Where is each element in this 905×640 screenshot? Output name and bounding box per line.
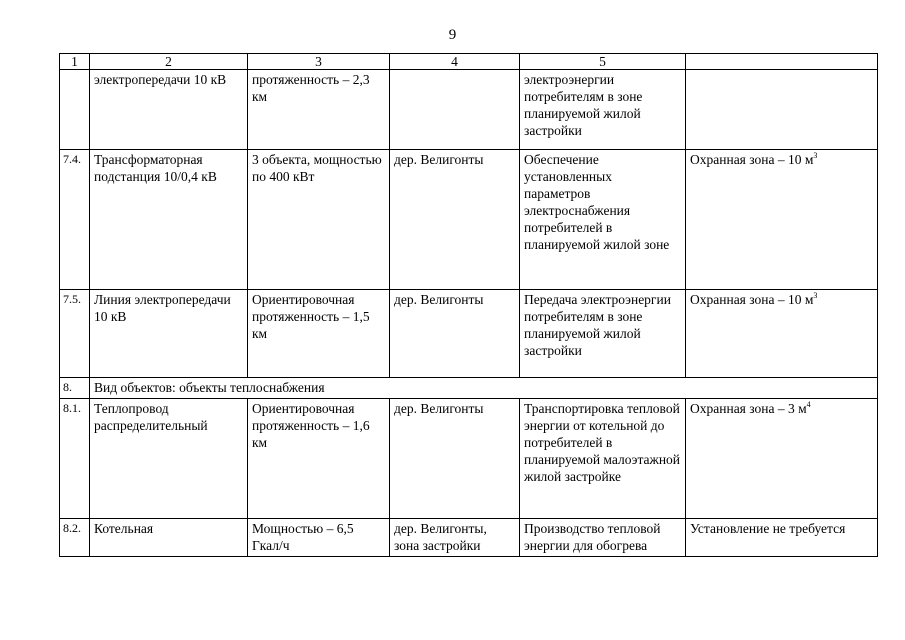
row-number: 7.4. [60,150,90,290]
object-purpose: Транспортировка тепловой энергии от котельной до потребителей в планируемой малоэтажной жилой застройке [520,399,686,519]
zone-superscript: 3 [813,291,818,300]
section-title: Вид объектов: объекты теплоснабжения [90,378,878,399]
object-purpose: Производство тепловой энергии для обогрева [520,519,686,557]
object-parameters: Ориентировочная протяженность – 1,5 км [248,290,390,378]
zone-superscript: 4 [806,400,811,409]
header-cell [686,54,878,70]
protection-zone [686,290,878,378]
object-purpose: Обеспечение установленных параметров электроснабжения потребителей в планируемой жилой зоне [520,150,686,290]
object-purpose: электроэнергии потребителям в зоне планируемой жилой застройки [520,70,686,150]
row-number: 7.5. [60,290,90,378]
protection-zone [686,399,878,519]
object-name: электропередачи 10 кВ [90,70,248,150]
header-cell: 3 [248,54,390,70]
row-number [60,70,90,150]
protection-zone [686,519,878,557]
object-parameters: 3 объекта, мощностью по 400 кВт [248,150,390,290]
row-number: 8.1. [60,399,90,519]
object-name: Котельная [90,519,248,557]
table-row [60,519,878,557]
page-number: 9 [448,27,457,43]
zone-text: Охранная зона – 10 м [690,152,814,167]
header-cell: 1 [60,54,90,70]
object-name: Трансформаторная подстанция 10/0,4 кВ [90,150,248,290]
section-number: 8. [60,378,90,399]
object-name: Теплопровод распределительный [90,399,248,519]
section-row [60,378,878,399]
protection-zone [686,70,878,150]
header-cell: 5 [520,54,686,70]
object-location: дер. Велигонты [390,290,520,378]
table-header-row [60,54,878,70]
table-row [60,150,878,290]
zone-text: Охранная зона – 3 м [690,401,807,416]
header-cell: 4 [390,54,520,70]
row-number: 8.2. [60,519,90,557]
protection-zone [686,150,878,290]
table-row [60,290,878,378]
object-name: Линия электропередачи 10 кВ [90,290,248,378]
object-location: дер. Велигонты [390,150,520,290]
table-row [60,399,878,519]
zone-text: Установление не требуется [690,521,846,536]
object-parameters: Мощностью – 6,5 Гкал/ч [248,519,390,557]
object-location: дер. Велигонты, зона застройки [390,519,520,557]
object-parameters: Ориентировочная протяженность – 1,6 км [248,399,390,519]
object-purpose: Передача электроэнергии потребителям в зоне планируемой жилой застройки [520,290,686,378]
object-parameters: протяженность – 2,3 км [248,70,390,150]
objects-table [59,53,878,557]
header-cell: 2 [90,54,248,70]
zone-superscript: 3 [813,151,818,160]
object-location [390,70,520,150]
object-location: дер. Велигонты [390,399,520,519]
table-row [60,70,878,150]
zone-text: Охранная зона – 10 м [690,292,814,307]
